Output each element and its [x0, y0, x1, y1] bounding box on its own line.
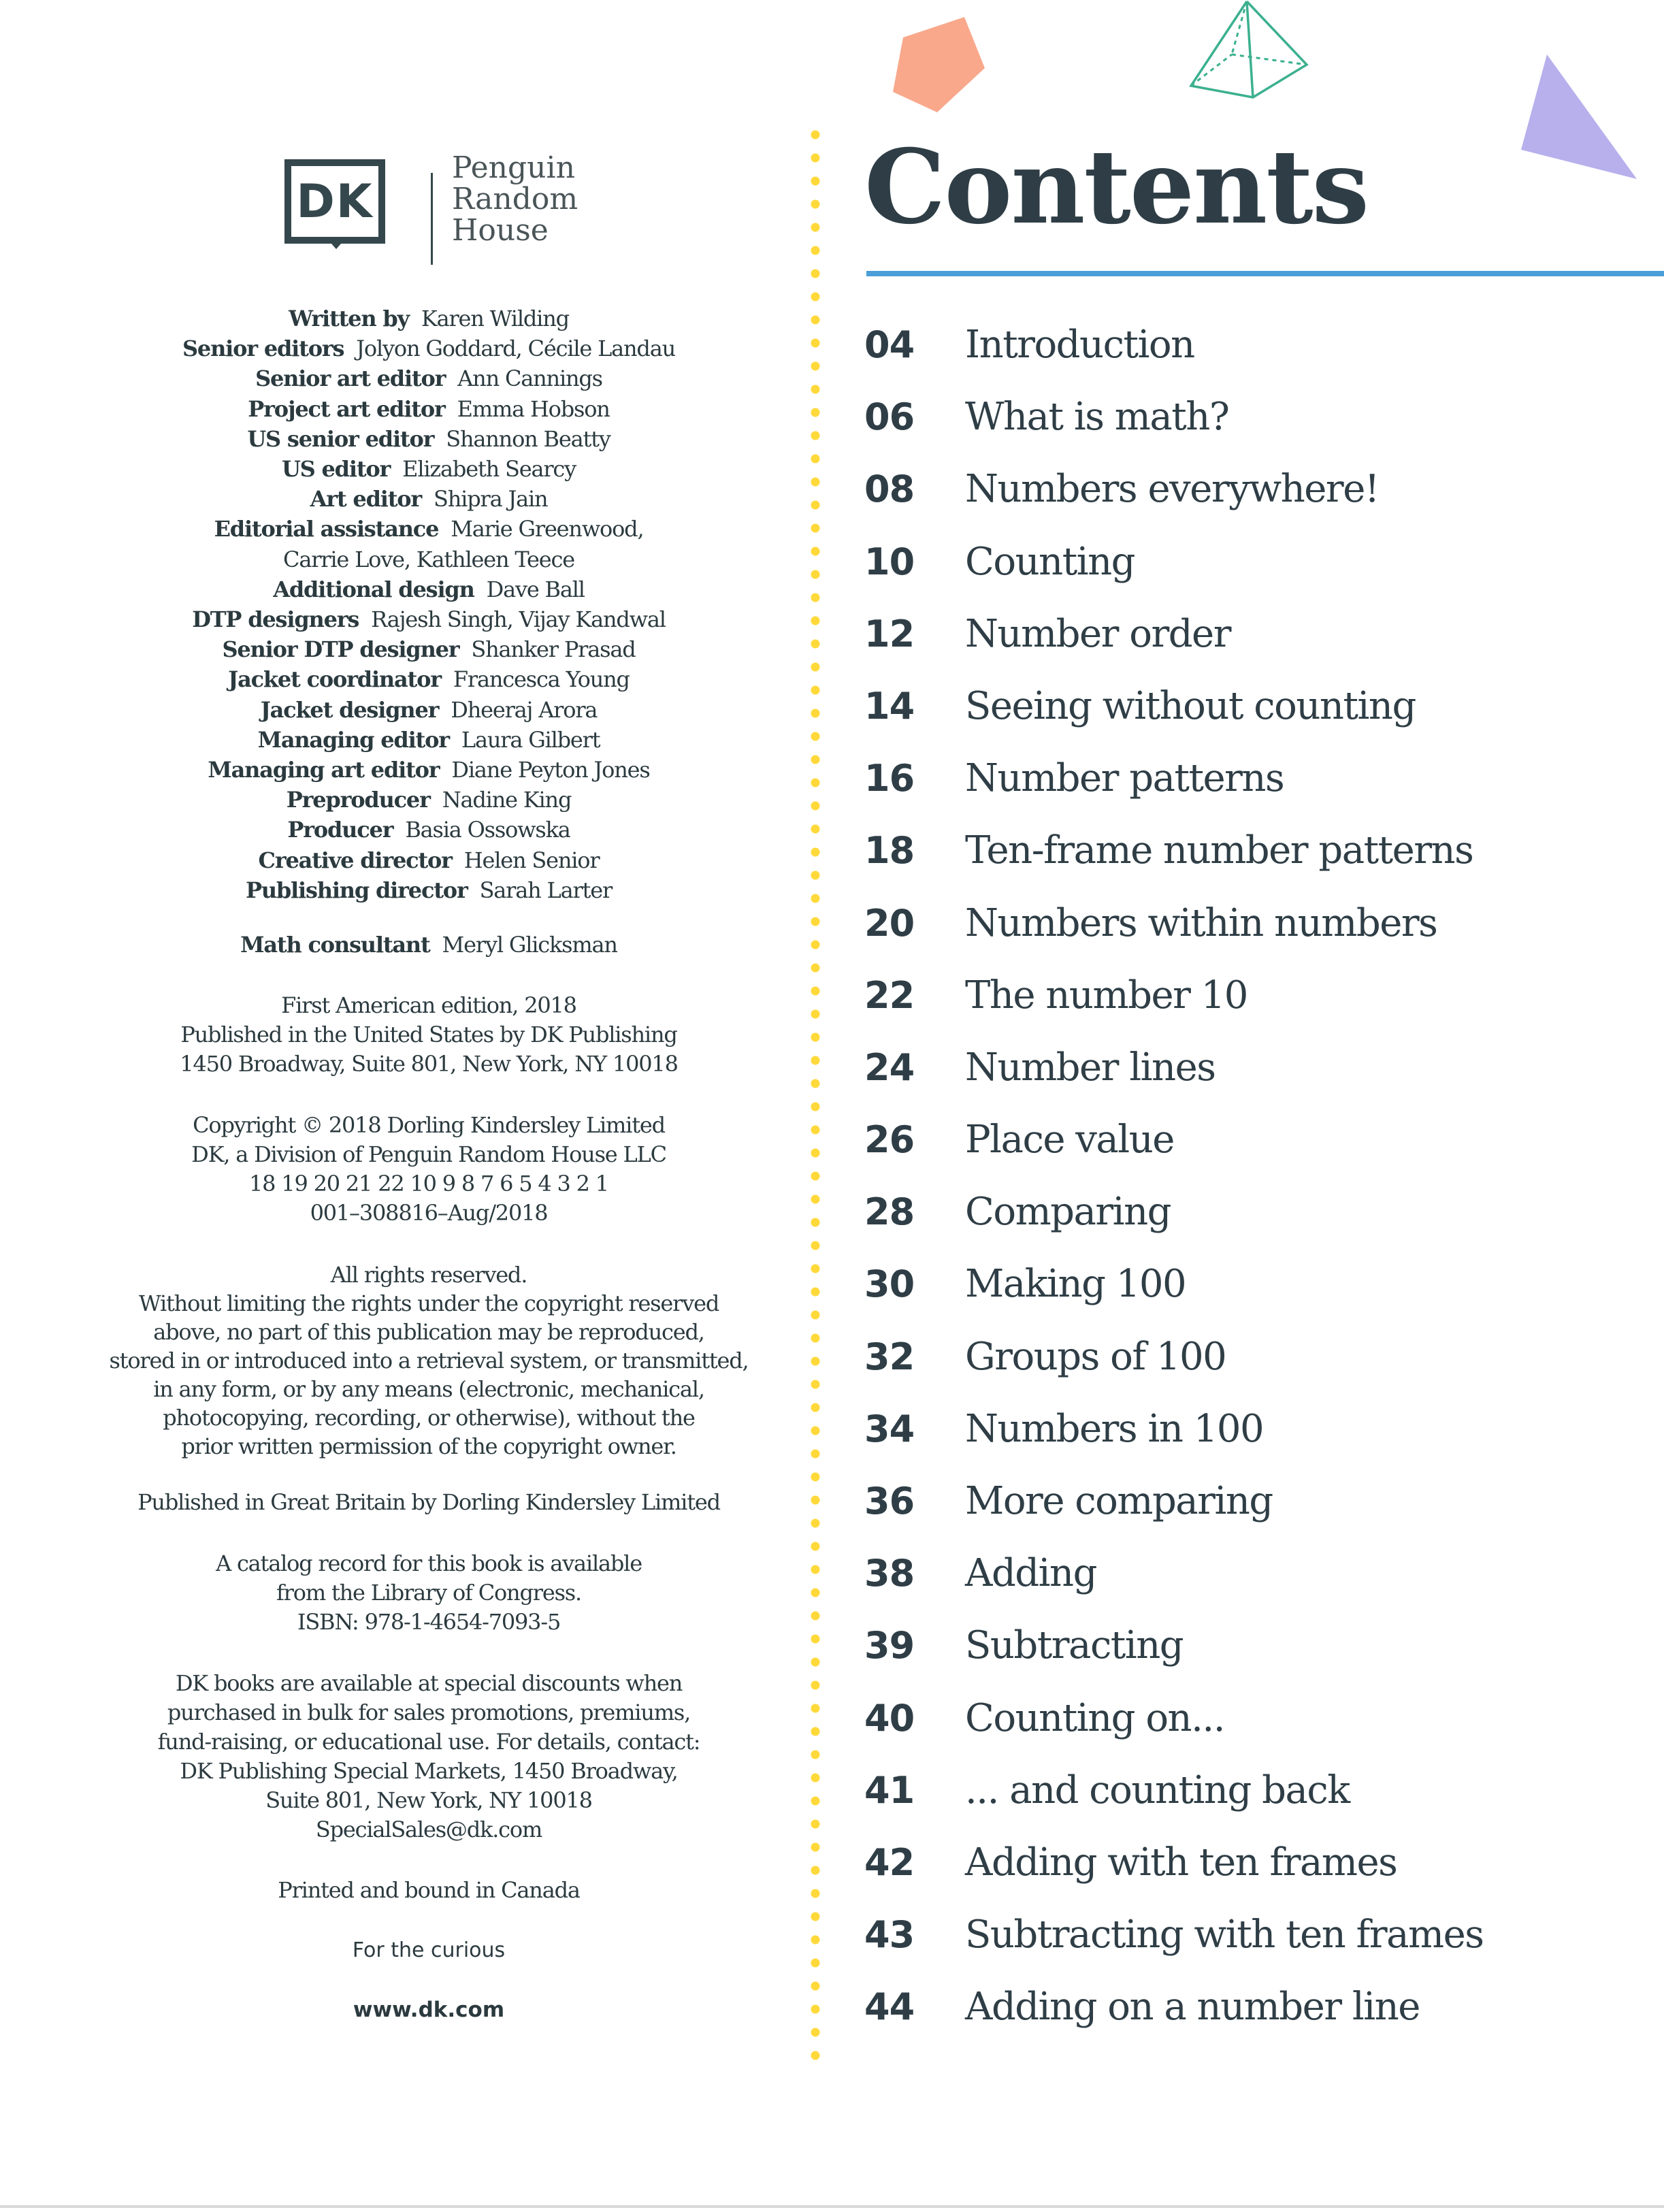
special-sales-block — [41, 1669, 817, 1844]
credit-role: Editorial assistance — [214, 516, 439, 542]
credit-role: DTP designers — [192, 606, 359, 633]
logo-divider — [431, 173, 433, 265]
toc-page-number: 26 — [864, 1118, 915, 1162]
credit-line — [41, 363, 817, 393]
edition-block — [41, 991, 817, 1079]
contents-title: Contents — [864, 127, 1369, 247]
scan-bottom-edge — [0, 2205, 1664, 2208]
toc-page-number: 16 — [864, 757, 915, 800]
credit-name: Dave Ball — [486, 576, 585, 602]
credit-line — [41, 845, 817, 875]
credit-name: Jolyon Goddard, Cécile Landau — [356, 336, 675, 362]
credit-name: Helen Senior — [463, 847, 600, 873]
credit-role: Project art editor — [248, 395, 445, 422]
toc-entry-title: Comparing — [965, 1190, 1171, 1235]
credit-role: Jacket designer — [260, 696, 439, 723]
credit-line — [41, 484, 817, 514]
credit-name: Emma Hobson — [457, 395, 610, 422]
toc-entry[interactable] — [864, 1551, 1647, 1623]
credit-line — [41, 815, 817, 845]
rights-line: in any form, or by any means (electronic, mechanical, — [153, 1376, 704, 1402]
special-sales-line: purchased in bulk for sales promotions, premiums, — [167, 1699, 691, 1725]
credit-name: Rajesh Singh, Vijay Kandwal — [371, 606, 666, 633]
credit-role: Senior DTP designer — [222, 636, 459, 663]
toc-entry[interactable] — [864, 1118, 1647, 1190]
toc-page-number: 06 — [864, 395, 915, 439]
credit-role: Additional design — [273, 576, 474, 602]
toc-entry[interactable] — [864, 901, 1647, 973]
toc-page-number: 12 — [864, 612, 915, 655]
toc-page-number: 39 — [864, 1624, 915, 1668]
special-sales-line: Suite 801, New York, NY 10018 — [265, 1787, 592, 1813]
edition-line: 1450 Broadway, Suite 801, New York, NY 10018 — [180, 1051, 678, 1077]
copyright-line: DK, a Division of Penguin Random House LLC — [191, 1141, 666, 1167]
toc-entry[interactable] — [864, 612, 1647, 684]
credit-role: Senior art editor — [255, 365, 446, 392]
credit-role: Jacket coordinator — [228, 666, 441, 693]
credit-name: Diane Peyton Jones — [451, 757, 650, 783]
copyright-page — [0, 0, 803, 2212]
toc-entry[interactable] — [864, 323, 1647, 395]
toc-entry-title: Seeing without counting — [965, 683, 1416, 728]
toc-page-number: 14 — [864, 684, 915, 728]
credit-line — [41, 304, 817, 334]
contents-page — [827, 0, 1664, 2212]
credit-name: Meryl Glicksman — [442, 932, 617, 958]
publisher-logo — [282, 146, 602, 255]
toc-page-number: 32 — [864, 1335, 915, 1378]
credit-role: Senior editors — [182, 336, 344, 362]
toc-entry-title: Number patterns — [965, 756, 1284, 801]
rights-line: above, no part of this publication may be reproduced, — [153, 1319, 704, 1345]
credit-name: Nadine King — [442, 787, 572, 813]
credit-name: Dheeraj Arora — [451, 696, 598, 723]
wordmark-line: House — [452, 213, 549, 248]
toc-page-number: 42 — [864, 1840, 915, 1884]
credit-line — [41, 334, 817, 363]
toc-entry-title: Adding — [965, 1551, 1096, 1596]
math-consultant-credit — [41, 930, 817, 960]
toc-entry-title: Adding on a number line — [965, 1985, 1420, 2030]
toc-entry[interactable] — [864, 1696, 1647, 1768]
credit-role: Producer — [287, 817, 393, 843]
toc-entry-title: Numbers in 100 — [965, 1406, 1264, 1451]
credit-role: US editor — [281, 456, 391, 483]
credit-role: Managing art editor — [208, 757, 440, 783]
credit-name: Shipra Jain — [434, 486, 548, 513]
toc-entry[interactable] — [864, 1479, 1647, 1551]
toc-entry-title: Introduction — [965, 323, 1194, 367]
credit-line — [41, 785, 817, 815]
copyright-line: 001–308816–Aug/2018 — [310, 1200, 548, 1226]
credit-name: Francesca Young — [453, 666, 630, 693]
dk-book-notch-icon — [327, 238, 346, 249]
credit-line — [41, 514, 817, 544]
credit-name: Shannon Beatty — [446, 425, 610, 452]
toc-page-number: 20 — [864, 901, 915, 945]
dk-book-logo-icon — [284, 159, 385, 244]
credit-line — [41, 424, 817, 454]
toc-entry[interactable] — [864, 540, 1647, 612]
toc-page-number: 43 — [864, 1913, 915, 1957]
pentagon-decoration-icon — [890, 17, 985, 116]
credit-role: Creative director — [258, 847, 452, 873]
toc-page-number: 08 — [864, 468, 915, 511]
edition-line: First American edition, 2018 — [281, 992, 576, 1018]
isbn-line: ISBN: 978-1-4654-7093-5 — [297, 1609, 561, 1635]
toc-page-number: 24 — [864, 1045, 915, 1089]
copyright-line: Copyright © 2018 Dorling Kindersley Limited — [193, 1112, 665, 1138]
toc-entry-title: Numbers everywhere! — [965, 467, 1379, 512]
credit-name: Shanker Prasad — [471, 636, 636, 663]
title-underline — [866, 271, 1664, 276]
toc-entry[interactable] — [864, 828, 1647, 900]
toc-entry[interactable] — [864, 1985, 1647, 2057]
toc-entry-title: More comparing — [965, 1479, 1273, 1523]
toc-page-number: 40 — [864, 1696, 915, 1740]
toc-page-number: 22 — [864, 973, 915, 1017]
credit-name: Laura Gilbert — [461, 726, 600, 753]
credits-list — [41, 304, 817, 905]
credit-line — [41, 695, 817, 725]
toc-entry-title: Numbers within numbers — [965, 900, 1437, 945]
credit-role: Written by — [289, 306, 409, 331]
credit-line — [41, 634, 817, 664]
toc-entry-title: Adding with ten frames — [965, 1840, 1397, 1885]
wordmark-line: Random — [452, 182, 578, 216]
penguin-random-house-wordmark — [452, 152, 578, 246]
catalog-line: from the Library of Congress. — [276, 1580, 581, 1606]
toc-entry-title: Number order — [965, 611, 1230, 656]
toc-entry-title: Number lines — [965, 1045, 1216, 1090]
uk-publisher-line: Published in Great Britain by Dorling Kindersley Limited — [137, 1489, 720, 1515]
rights-line: Without limiting the rights under the copyright reserved — [138, 1290, 719, 1316]
toc-entry[interactable] — [864, 1407, 1647, 1479]
toc-entry[interactable] — [864, 1045, 1647, 1118]
toc-entry-title: Counting — [965, 539, 1135, 584]
credit-line — [41, 755, 817, 785]
toc-page-number: 38 — [864, 1552, 915, 1595]
credit-role: Managing editor — [257, 726, 449, 753]
printed-line: Printed and bound in Canada — [278, 1877, 580, 1903]
credit-name: Basia Ossowska — [405, 817, 570, 843]
credit-name: Carrie Love, Kathleen Teece — [283, 546, 574, 572]
special-sales-line: fund-raising, or educational use. For details, contact: — [157, 1729, 700, 1755]
credit-role: US senior editor — [247, 425, 434, 452]
toc-entry[interactable] — [864, 756, 1647, 828]
triangle-decoration-icon — [1521, 54, 1644, 184]
credit-line — [41, 875, 817, 905]
toc-entry[interactable] — [864, 1768, 1647, 1840]
toc-page-number: 30 — [864, 1263, 915, 1306]
toc-page-number: 34 — [864, 1407, 915, 1450]
toc-entry[interactable] — [864, 973, 1647, 1045]
credit-name: Karen Wilding — [421, 306, 569, 331]
catalog-block — [41, 1549, 817, 1637]
tagline: For the curious — [352, 1938, 506, 1962]
credit-role: Math consultant — [240, 932, 430, 958]
dk-logo-text: DK — [296, 174, 374, 229]
dotted-page-divider — [810, 129, 821, 2062]
credit-name: Elizabeth Searcy — [402, 456, 576, 483]
rights-line: All rights reserved. — [330, 1262, 527, 1288]
toc-entry-title: The number 10 — [965, 973, 1247, 1018]
toc-entry[interactable] — [864, 684, 1647, 756]
credit-line — [41, 574, 817, 604]
toc-entry-title: What is math? — [965, 395, 1229, 440]
rights-line: prior written permission of the copyright owner. — [181, 1433, 676, 1459]
catalog-line: A catalog record for this book is available — [216, 1550, 642, 1576]
credit-line — [41, 454, 817, 484]
toc-page-number: 28 — [864, 1190, 915, 1234]
credit-name: Ann Cannings — [457, 365, 602, 392]
copyright-line: 18 19 20 21 22 10 9 8 7 6 5 4 3 2 1 — [249, 1171, 608, 1197]
toc-page-number: 44 — [864, 1985, 915, 2029]
toc-page-number: 36 — [864, 1480, 915, 1523]
toc-page-number: 10 — [864, 540, 915, 583]
credit-role: Publishing director — [245, 877, 468, 903]
special-sales-email: SpecialSales@dk.com — [315, 1817, 542, 1842]
toc-entry-title: Ten-frame number patterns — [965, 828, 1473, 873]
toc-entry-title: Making 100 — [965, 1262, 1186, 1307]
credit-line — [41, 544, 817, 574]
rights-line: stored in or introduced into a retrieval system, or transmitted, — [109, 1348, 749, 1373]
toc-entry-title: ... and counting back — [965, 1768, 1350, 1812]
toc-entry-title: Subtracting with ten frames — [965, 1913, 1484, 1957]
toc-entry-title: Place value — [965, 1118, 1174, 1162]
toc-entry[interactable] — [864, 1262, 1647, 1334]
credit-name: Sarah Larter — [479, 877, 613, 903]
toc-entry[interactable] — [864, 467, 1647, 539]
toc-entry[interactable] — [864, 1190, 1647, 1262]
credit-line — [41, 604, 817, 634]
website-link[interactable]: www.dk.com — [353, 1998, 505, 2022]
credit-line — [41, 664, 817, 694]
credit-line — [41, 394, 817, 424]
credit-role: Art editor — [310, 486, 422, 513]
pyramid-decoration-icon — [1184, 0, 1320, 102]
credit-line — [41, 725, 817, 755]
copyright-block — [41, 1111, 817, 1228]
toc-entry-title: Groups of 100 — [965, 1334, 1226, 1379]
toc-entry[interactable] — [864, 1913, 1647, 1985]
wordmark-line: Penguin — [452, 150, 575, 185]
toc-entry[interactable] — [864, 1840, 1647, 1913]
toc-page-number: 18 — [864, 829, 915, 873]
rights-line: photocopying, recording, or otherwise), without the — [163, 1405, 695, 1431]
special-sales-line: DK Publishing Special Markets, 1450 Broadway, — [180, 1758, 678, 1784]
toc-entry-title: Subtracting — [965, 1623, 1184, 1668]
toc-entry[interactable] — [864, 1335, 1647, 1407]
table-of-contents — [864, 323, 1647, 2058]
toc-entry[interactable] — [864, 1623, 1647, 1695]
rights-block — [41, 1260, 817, 1461]
edition-line: Published in the United States by DK Publishing — [180, 1022, 677, 1047]
credit-role: Preproducer — [286, 787, 430, 813]
toc-entry[interactable] — [864, 395, 1647, 467]
toc-entry-title: Counting on... — [965, 1695, 1225, 1740]
special-sales-line: DK books are available at special discounts when — [175, 1670, 683, 1696]
credit-name: Marie Greenwood, — [451, 516, 644, 542]
toc-page-number: 41 — [864, 1768, 915, 1812]
toc-page-number: 04 — [864, 323, 915, 366]
